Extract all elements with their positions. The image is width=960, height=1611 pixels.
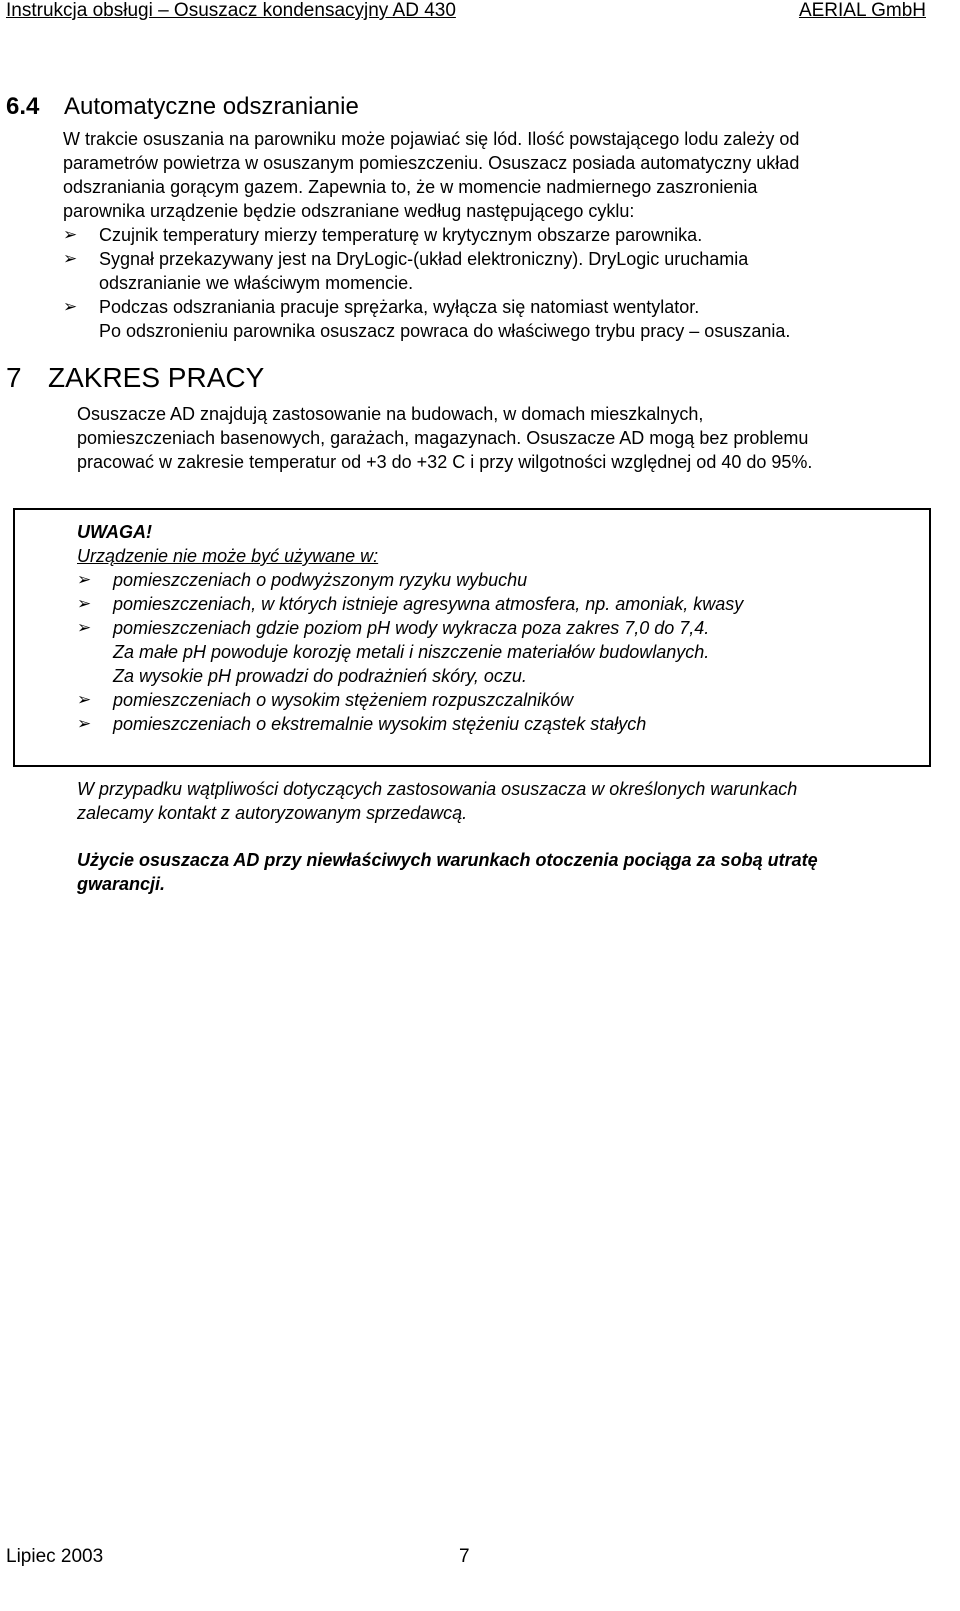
arrow-bullet-icon: ➢: [77, 690, 92, 709]
section-7-heading: [6, 362, 264, 394]
footer-date: Lipiec 2003: [6, 1546, 104, 1567]
arrow-bullet-icon: ➢: [77, 594, 92, 613]
arrow-bullet-icon: ➢: [63, 249, 78, 268]
list-item-text: Podczas odszraniania pracuje sprężarka, wyłącza się natomiast wentylator.: [99, 297, 700, 317]
section-title: Automatyczne odszranianie: [64, 93, 359, 120]
header-company: AERIAL GmbH: [798, 0, 926, 21]
paragraph-line: parownika urządzenie będzie odszraniane według następującego cyklu:: [63, 201, 635, 221]
paragraph-line: odszraniania gorącym gazem. Zapewnia to, że w momencie nadmiernego zaszronienia: [63, 177, 758, 197]
list-item: [77, 688, 743, 712]
warning-intro: Urządzenie nie może być używane w:: [77, 546, 379, 566]
paragraph-line: parametrów powietrza w osuszanym pomieszczeniu. Osuszacz posiada automatyczny układ: [63, 153, 800, 173]
list-item: [63, 223, 799, 247]
section-6-4-body: [63, 127, 799, 343]
paragraph-line: W trakcie osuszania na parowniku może pojawiać się lód. Ilość powstającego lodu zależy od: [63, 129, 800, 149]
arrow-bullet-icon: ➢: [77, 570, 92, 589]
note-paragraph: [77, 777, 797, 825]
list-item: [63, 247, 799, 295]
warning-content: [77, 520, 743, 736]
paragraph-line: Użycie osuszacza AD przy niewłaściwych warunkach otoczenia pociąga za sobą utratę: [77, 850, 818, 870]
list-item-text: Czujnik temperatury mierzy temperaturę w krytycznym obszarze parownika.: [99, 225, 703, 245]
list-item-text: pomieszczeniach o ekstremalnie wysokim stężeniu cząstek stałych: [113, 714, 647, 734]
list-item-text: odszranianie we właściwym momencie.: [99, 273, 414, 293]
arrow-bullet-icon: ➢: [63, 225, 78, 244]
paragraph-line: gwarancji.: [77, 874, 166, 894]
list-item-text: Po odszronieniu parownika osuszacz powraca do właściwego trybu pracy – osuszania.: [99, 321, 791, 341]
header-title: Instrukcja obsługi – Osuszacz kondensacyjny AD 430: [6, 0, 456, 21]
list-item: [77, 568, 743, 592]
section-7-body: [77, 402, 812, 474]
paragraph-line: Osuszacze AD znajdują zastosowanie na budowach, w domach mieszkalnych,: [77, 404, 704, 424]
list-item: [63, 295, 799, 343]
list-item-text: Za wysokie pH prowadzi do podrażnień skóry, oczu.: [113, 666, 527, 686]
arrow-bullet-icon: ➢: [63, 297, 78, 316]
list-item-text: pomieszczeniach, w których istnieje agresywna atmosfera, np. amoniak, kwasy: [113, 594, 744, 614]
section-6-4-heading: [6, 93, 359, 121]
list-item: [77, 616, 743, 688]
list-item: [77, 592, 743, 616]
arrow-bullet-icon: ➢: [77, 714, 92, 733]
section-title: ZAKRES PRACY: [48, 362, 265, 393]
arrow-bullet-icon: ➢: [77, 618, 92, 637]
paragraph-line: W przypadku wątpliwości dotyczących zastosowania osuszacza w określonych warunkach: [77, 779, 798, 799]
list-item-text: pomieszczeniach o wysokim stężeniem rozpuszczalników: [113, 690, 574, 710]
guarantee-paragraph: [77, 848, 818, 896]
list-item-text: Za małe pH powoduje korozję metali i niszczenie materiałów budowlanych.: [113, 642, 710, 662]
section-number: 7: [6, 362, 22, 393]
paragraph-line: pracować w zakresie temperatur od +3 do +32 C i przy wilgotności względnej od 40 do 95%.: [77, 452, 813, 472]
page-number: 7: [459, 1546, 470, 1567]
paragraph-line: zalecamy kontakt z autoryzowanym sprzedawcą.: [77, 803, 468, 823]
section-number: 6.4: [6, 93, 40, 120]
warning-title: UWAGA!: [77, 522, 152, 542]
list-item: [77, 712, 743, 736]
list-item-text: pomieszczeniach gdzie poziom pH wody wykracza poza zakres 7,0 do 7,4.: [113, 618, 710, 638]
paragraph-line: pomieszczeniach basenowych, garażach, magazynach. Osuszacze AD mogą bez problemu: [77, 428, 809, 448]
list-item-text: Sygnał przekazywany jest na DryLogic-(układ elektroniczny). DryLogic uruchamia: [99, 249, 749, 269]
list-item-text: pomieszczeniach o podwyższonym ryzyku wybuchu: [113, 570, 528, 590]
